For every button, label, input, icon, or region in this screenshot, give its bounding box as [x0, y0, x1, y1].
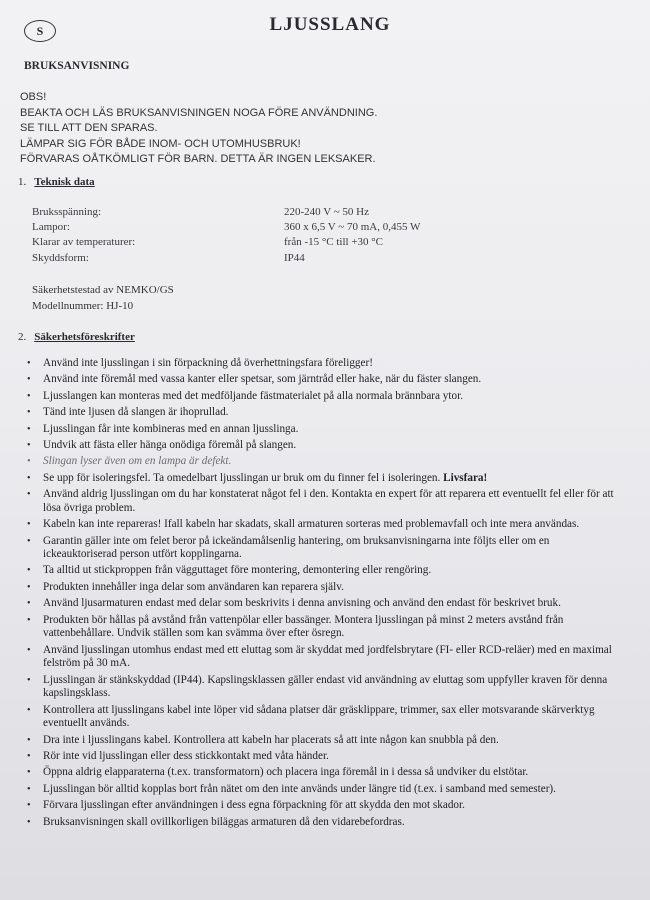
safety-item-text: Kontrollera att ljusslingans kabel inte löper vid sådana platser där gräsklippare, trimmer, sax eller motsvarande skärverktyg eventuellt används. [43, 703, 595, 730]
bullet-icon: • [27, 800, 31, 812]
safety-item-text: Använd ljusarmaturen endast med delar som beskrivits i denna anvisning och använd den endast för beskrivet bruk. [43, 597, 561, 610]
s-logo-icon: S [24, 20, 56, 42]
safety-list-item [24, 734, 624, 748]
safety-list-item [24, 390, 624, 404]
safety-item-text: Bruksanvisningen skall ovillkorligen biläggas armaturen då den vidarebefordras. [43, 815, 405, 828]
safety-list-item [24, 357, 624, 371]
safety-list-item [24, 423, 624, 437]
bullet-icon: • [27, 390, 31, 402]
safety-item-text: Undvik att fästa eller hänga onödiga föremål på slangen. [43, 438, 297, 451]
spec-value: från -15 °C till +30 °C [284, 236, 384, 249]
safety-item-text: Använd aldrig ljusslingan om du har konstaterat något fel i den. Kontakta en expert för att reparera ett eventuellt fel eller för att lösa övriga problem. [43, 488, 614, 514]
spec-row [32, 220, 420, 235]
bullet-icon: • [27, 704, 31, 716]
bullet-icon: • [27, 674, 31, 686]
safety-item-text: Garantin gäller inte om felet beror på ickeändamålsenlig hantering, om bruksanvisningarna inte följts eller om en ickeauktoriserad person utfört kopplingarna. [43, 534, 550, 561]
spec-label: Bruksspänning: [32, 206, 102, 218]
safety-list-item [24, 488, 624, 515]
safety-list-item [24, 674, 624, 701]
bullet-icon: • [27, 439, 31, 451]
safety-item-text: Förvara ljusslingan efter användningen i dess egna förpackning för att skydda den mot skador. [43, 799, 465, 812]
bullet-icon: • [27, 581, 31, 593]
bullet-icon: • [27, 816, 31, 828]
safety-list-item [24, 766, 624, 780]
spec-row [32, 205, 420, 220]
safety-item-text: Produkten bör hållas på avstånd från vattenpölar eller bassänger. Montera ljusslingan på minst 2 meters avstånd från vattenbehållare. Undvik ställen som kan svämma över efter ösregn. [43, 613, 564, 640]
safety-list-item [24, 783, 624, 797]
safety-bullet-list [24, 357, 624, 832]
safety-item-text: Produkten innehåller inga delar som användaren kan reparera själv. [43, 580, 344, 593]
bullet-icon: • [27, 598, 31, 610]
bullet-icon: • [27, 614, 31, 626]
section-number: 1. [18, 176, 27, 188]
safety-list-item [24, 455, 624, 469]
safety-list-item [24, 564, 624, 578]
warning-line: LÄMPAR SIG FÖR BÅDE INOM- OCH UTOMHUSBRUK! [20, 137, 301, 150]
safety-list-item [24, 704, 624, 731]
bullet-icon: • [27, 407, 31, 419]
certification-block [32, 282, 174, 314]
document-title: LJUSSLANG [269, 14, 391, 35]
spec-label: Skyddsform: [32, 251, 89, 264]
safety-item-text: Ljusslingan bör alltid kopplas bort från nätet om den inte används under längre tid (t.ex. i samband med semester). [43, 782, 556, 795]
section-title-text: Säkerhetsföreskrifter [34, 331, 135, 343]
bullet-icon: • [27, 374, 31, 386]
section-title-text: Teknisk data [34, 176, 95, 188]
safety-item-text: Använd inte ljusslingan i sin förpackning då överhettningsfara föreligger! [43, 357, 373, 369]
safety-list-item [24, 373, 624, 387]
safety-list-item [24, 518, 624, 532]
bullet-icon: • [27, 644, 31, 656]
safety-item-text: Slingan lyser även om en lampa är defekt. [43, 455, 232, 468]
bullet-icon: • [27, 489, 31, 501]
safety-item-text: Se upp för isoleringsfel. Ta omedelbart ljusslingan ur bruk om du finner fel i isoleringen. [43, 471, 441, 484]
bullet-icon: • [27, 767, 31, 779]
warning-line: BEAKTA OCH LÄS BRUKSANVISNINGEN NOGA FÖRE ANVÄNDNING. [20, 106, 378, 119]
manual-heading: BRUKSANVISNING [24, 60, 130, 72]
safety-item-text: Öppna aldrig elapparaterna (t.ex. transformatorn) och placera inga föremål in i dessa så undviker du elstötar. [43, 766, 529, 779]
bullet-icon: • [27, 358, 31, 369]
spec-value: 220-240 V ~ 50 Hz [284, 206, 369, 218]
safety-list-item [24, 799, 624, 813]
safety-tested-text: Säkerhetstestad av NEMKO/GS [32, 284, 174, 296]
safety-item-text: Kabeln kan inte repareras! Ifall kabeln har skadats, skall armaturen sorteras med problemavfall och inte mera användas. [43, 518, 580, 531]
spec-value: IP44 [284, 251, 305, 264]
safety-list-item [24, 581, 624, 595]
model-number-text: Modellnummer: HJ-10 [32, 300, 134, 312]
spec-label: Lampor: [32, 221, 70, 234]
warning-block [20, 90, 377, 168]
safety-item-text: Ta alltid ut stickproppen från vägguttaget före montering, demontering eller rengöring. [43, 564, 432, 577]
spec-label: Klarar av temperaturer: [32, 236, 136, 249]
safety-item-text: Ljusslingan är stänkskyddad (IP44). Kapslingsklassen gäller endast vid användning av eluttag som uppfyller kraven för denna kapslingsklass. [43, 673, 608, 700]
section-safety-title [18, 331, 135, 343]
safety-item-text: Använd inte föremål med vassa kanter eller spetsar, som järntråd eller hake, när du fäster slangen. [43, 373, 482, 386]
safety-list-item [24, 406, 624, 420]
bullet-icon: • [27, 565, 31, 577]
safety-item-text: Dra inte i ljusslingans kabel. Kontrollera att kabeln har placerats så att inte någon kan snubbla på den. [43, 733, 499, 746]
section-number: 2. [18, 331, 27, 343]
bullet-icon: • [27, 472, 31, 484]
section-technical-data-title [18, 176, 95, 188]
bullet-icon: • [27, 734, 31, 746]
safety-list-item [24, 597, 624, 611]
warning-line: OBS! [20, 91, 47, 103]
safety-list-item [24, 644, 624, 671]
safety-list-item [24, 472, 624, 486]
safety-item-emphasis: Livsfara! [443, 471, 488, 484]
spec-table [32, 205, 420, 266]
safety-list-item [24, 816, 624, 830]
bullet-icon: • [27, 519, 31, 531]
safety-item-text: Ljusslingan får inte kombineras med en annan ljusslinga. [43, 422, 299, 435]
safety-list-item [24, 535, 624, 562]
safety-list-item [24, 439, 624, 453]
bullet-icon: • [27, 456, 31, 468]
safety-item-text: Rör inte vid ljusslingan eller dess stickkontakt med våta händer. [43, 749, 329, 762]
safety-list-item [24, 750, 624, 764]
warning-line: SE TILL ATT DEN SPARAS. [20, 122, 158, 134]
bullet-icon: • [27, 535, 31, 547]
safety-item-text: Tänd inte ljusen då slangen är ihoprullad. [43, 406, 229, 419]
bullet-icon: • [27, 783, 31, 795]
bullet-icon: • [27, 750, 31, 762]
spec-row [32, 235, 420, 250]
bullet-icon: • [27, 423, 31, 435]
safety-item-text: Använd ljusslingan utomhus endast med ett eluttag som är skyddat med jordfelsbrytare (FI- eller RCD-reläer) med en maximal felström på 30 mA. [43, 643, 612, 670]
warning-line: FÖRVARAS OÅTKÖMLIGT FÖR BARN. DETTA ÄR INGEN LEKSAKER. [20, 153, 376, 165]
spec-row [32, 251, 420, 266]
safety-list-item [24, 614, 624, 641]
spec-value: 360 x 6,5 V ~ 70 mA, 0,455 W [284, 221, 421, 234]
safety-item-text: Ljusslangen kan monteras med det medföljande fästmaterialet på alla normala brännbara ytor. [43, 389, 463, 402]
